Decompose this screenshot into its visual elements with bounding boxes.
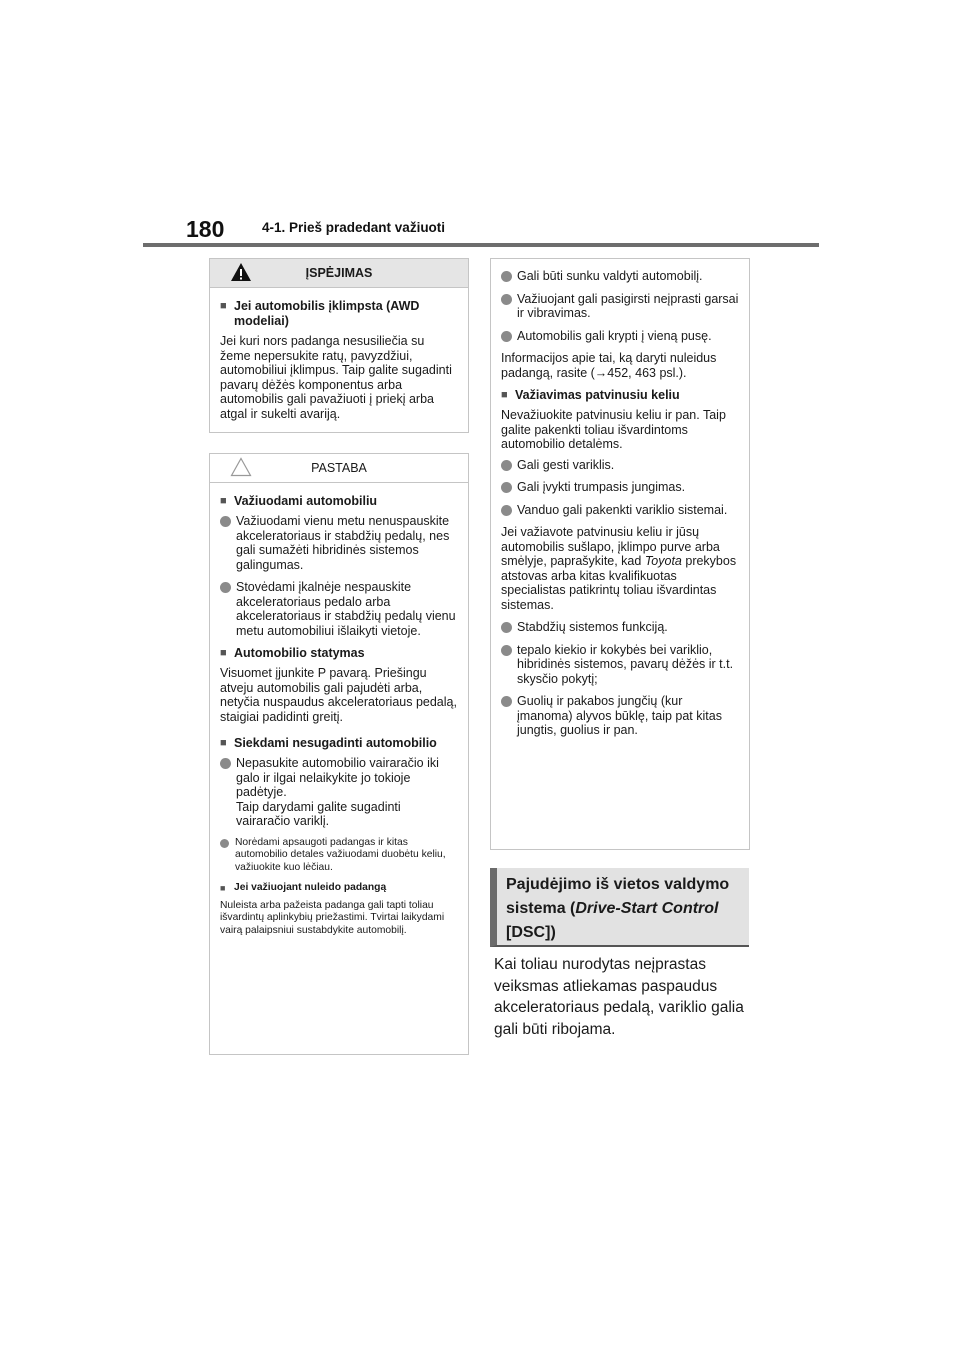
list-item-text: Vanduo gali pakenkti variklio sistemai. [517,502,728,517]
warning-heading-text: Jei automobilis įklimpsta (AWD modeliai) [234,299,420,328]
list-item-text: Gali įvykti trumpasis jungimas. [517,480,686,494]
warning-title: ĮSPĖJIMAS [305,266,373,280]
list-item-text: Automobilis gali krypti į vieną pusę. [517,328,712,343]
caution-triangle-icon [230,457,252,477]
list-item-text-b: Taip darydami galite sugadinti vairaračio variklį. [236,799,401,828]
warning-heading [220,299,458,329]
notice-heading-damage [220,736,458,751]
round-bullet-icon [501,294,512,305]
list-item-text: tepalo kiekio ir kokybės bei variklio, hibridinės sistemos, pavarų dėžės ir t.t. skysčio pokytį; [517,642,734,686]
round-bullet-icon [220,516,231,527]
warning-box-header [210,259,468,288]
list-item [220,514,458,572]
list-item-text: Guolių ir pakabos jungčių (kur įmanoma) alyvos būklę, taip pat kitas jungtis, guolius ir pan. [517,694,722,737]
dsc-body-text: Kai toliau nurodytas neįprastas veiksmas atliekamas paspaudus akceleratoriaus pedalą, variklio galia gali būti ribojama. [494,956,744,1038]
dsc-title-post: [DSC]) [506,924,556,941]
round-bullet-icon [501,645,512,656]
notice-heading-flat-tire [220,882,458,895]
round-bullet-icon [501,696,512,707]
round-bullet-icon [501,482,512,493]
list-item [501,503,739,518]
list-item-text: Važiuojant gali pasigirsti neįprasti garsai ir vibravimas. [517,291,739,320]
round-bullet-icon [220,758,231,769]
list-item [220,756,458,829]
dsc-section-title [490,868,749,947]
dsc-title-italic: Drive-Start Control [575,900,719,917]
notice-box-header [210,454,468,483]
square-bullet-icon: ■ [220,737,227,749]
inspection-advice-pre: Jei važiavote patvinusiu keliu ir jūsų automobilis sušlapo, įklimpo purve arba smėlyje, paprašykite, kad [501,525,720,568]
list-item [501,480,739,495]
round-bullet-icon [501,331,512,342]
list-item-text: Gali gesti variklis. [517,457,615,472]
flooded-road-text: Nevažiuokite patvinusiu keliu ir pan. Taip galite pakenkti toliau išvardintoms automobilio detalėms. [501,408,726,451]
dsc-title-pre: Pajudėjimo iš vietos valdymo sistema ( [506,876,730,917]
flooded-road-heading-text: Važiavimas patvinusiu keliu [515,388,680,402]
square-bullet-icon: ■ [220,883,226,893]
notice-heading-flat-tire-text: Jei važiuojant nuleido padangą [234,882,387,893]
list-item [501,458,739,473]
list-item-text-a: Nepasukite automobilio vairaračio iki galo ir ilgai nelaikykite jo tokioje padėtyje. [236,756,439,799]
list-item-text [236,756,458,829]
square-bullet-icon: ■ [220,647,227,659]
round-bullet-icon [501,622,512,633]
list-item [501,329,739,344]
inspection-advice-post: prekybos atstovas arba kitas kvalifikuotas specialistas patikrintų toliau išvardintas sistemas. [501,554,737,612]
round-bullet-icon [501,505,512,516]
list-item-text: Stabdžių sistemos funkciją. [517,620,668,634]
notice-box [209,453,469,1055]
list-item-text: Važiuodami vienu metu nenuspauskite akceleratoriaus ir stabdžių pedalų, nes gali sumažėti hibridinės sistemos galingumas. [236,514,450,572]
notice-heading-damage-text: Siekdami nesugadinti automobilio [234,736,437,750]
square-bullet-icon: ■ [220,495,227,507]
warning-box-body [210,288,468,435]
list-item-text: Gali būti sunku valdyti automobilį. [517,269,703,283]
notice-box-body [210,483,468,951]
notice-parking-text: Visuomet įjunkite P pavarą. Priešingu atveju automobilis gali pajudėti arba, netyčia nuspaudus akceleratoriaus pedalą, staigiai padidinti greitį. [220,666,457,724]
round-bullet-icon [501,460,512,471]
notice-heading-driving [220,494,458,509]
round-bullet-icon [220,839,229,848]
round-bullet-icon [501,271,512,282]
warning-box [209,258,469,433]
list-item [501,620,739,635]
header-rule [143,243,819,247]
notice-box-continued-body [491,259,749,754]
list-item-text: Norėdami apsaugoti padangas ir kitas automobilio detales važiuodami duobėtu keliu, važiuokite kuo lėčiau. [235,836,446,873]
notice-box-continued [490,258,750,850]
notice-flat-tire-text: Nuleista arba pažeista padanga gali tapti toliau išvardintų aplinkybių priežastimi. Tvirtai laikydami vairą palaipsniui sustabdykite automobilį. [220,899,445,936]
square-bullet-icon: ■ [501,389,508,401]
list-item [501,694,739,738]
warning-triangle-icon [230,262,252,282]
warning-text: Jei kuri nors padanga nesusiliečia su žeme nepersukite ratų, pavyzdžiui, automobiliui įklimpus. Taip galite sugadinti pavarų dėžės komponentus arba automobilis gali pavažiuoti į priekį arba atgal ir sukelti avariją. [220,334,452,421]
flooded-road-heading [501,388,739,403]
inspection-advice [501,525,739,612]
flat-tire-reference: Informacijos apie tai, ką daryti nuleidus padangą, rasite (→452, 463 psl.). [501,351,717,380]
list-item [501,292,739,321]
list-item [501,643,739,687]
round-bullet-icon [220,582,231,593]
section-title: 4-1. Prieš pradedant važiuoti [262,220,446,235]
list-item [220,580,458,638]
list-item [220,837,458,875]
notice-heading-parking [220,646,458,661]
list-item-text: Stovėdami įkalnėje nespauskite akceleratoriaus pedalo arba akceleratoriaus ir stabdžių pedalų vienu metu automobiliui išlaikyti vietoje. [236,580,456,638]
brand-name: Toyota [644,554,682,568]
page-number: 180 [186,216,225,242]
notice-heading-parking-text: Automobilio statymas [234,646,365,660]
notice-title: PASTABA [311,461,367,475]
list-item [501,269,739,284]
notice-heading-driving-text: Važiuodami automobiliu [234,494,378,508]
square-bullet-icon: ■ [220,300,227,312]
